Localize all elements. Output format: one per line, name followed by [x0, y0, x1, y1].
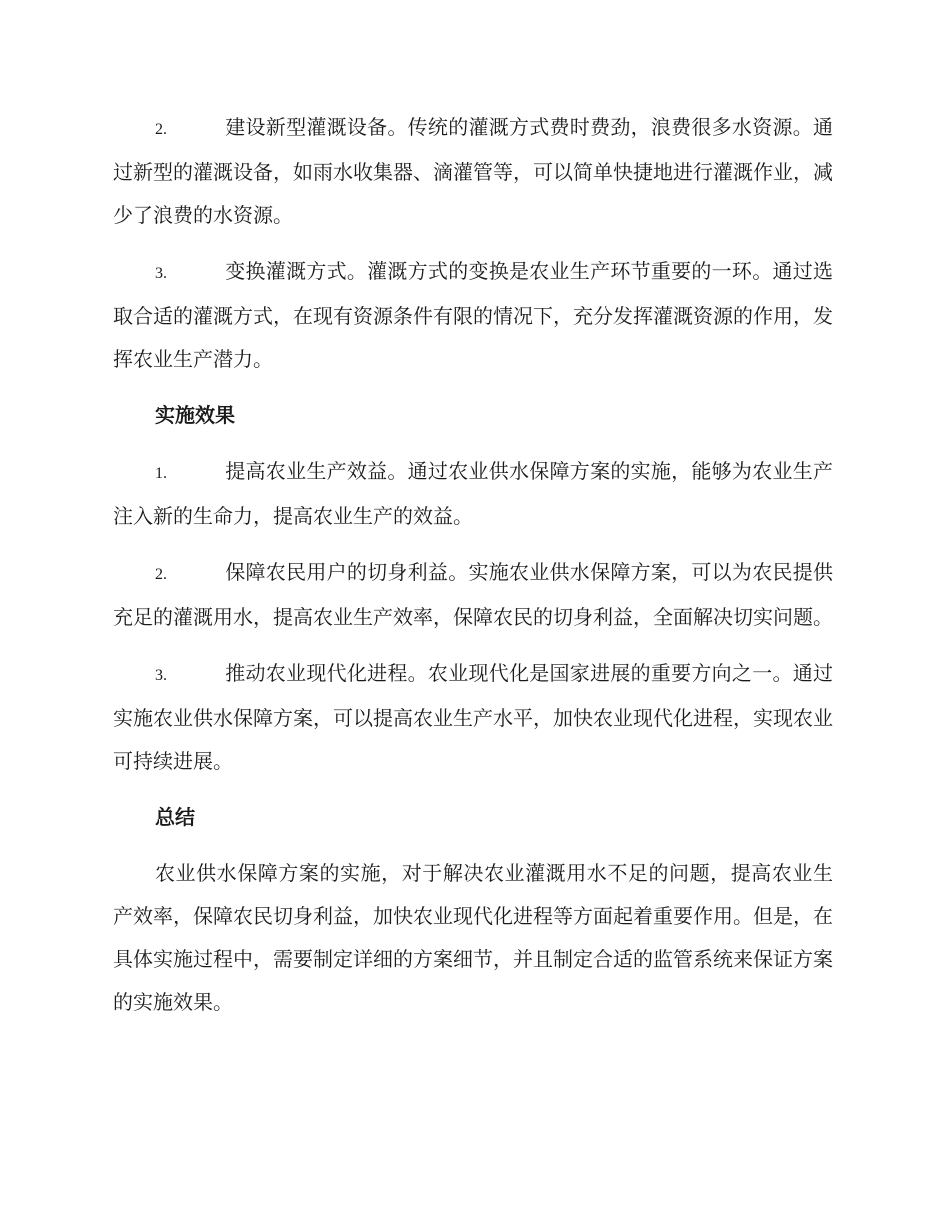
list-item	[113, 106, 833, 237]
section-heading-effects: 实施效果	[155, 403, 235, 427]
list-number: 3.	[155, 265, 167, 282]
list-number: 1.	[155, 465, 167, 482]
list-number: 2.	[155, 121, 167, 138]
list-item	[113, 250, 833, 381]
list-item	[113, 450, 833, 538]
list-item	[113, 652, 833, 783]
list-number: 2.	[155, 566, 167, 583]
list-item-text: 建设新型灌溉设备。传统的灌溉方式费时费劲，浪费很多水资源。通过新型的灌溉设备，如雨水收集器、滴灌管等，可以简单快捷地进行灌溉作业，减少了浪费的水资源。	[113, 115, 833, 227]
list-item	[113, 551, 833, 639]
summary-paragraph: 农业供水保障方案的实施，对于解决农业灌溉用水不足的问题，提高农业生产效率，保障农民切身利益，加快农业现代化进程等方面起着重要作用。但是，在具体实施过程中，需要制定详细的方案细节，并且制定合适的监管系统来保证方案的实施效果。	[113, 861, 833, 1014]
list-item-text: 提高农业生产效益。通过农业供水保障方案的实施，能够为农业生产注入新的生命力，提高农业生产的效益。	[113, 459, 833, 528]
document-page	[113, 106, 833, 1037]
list-item-text: 变换灌溉方式。灌溉方式的变换是农业生产环节重要的一环。通过选取合适的灌溉方式，在现有资源条件有限的情况下，充分发挥灌溉资源的作用，发挥农业生产潜力。	[113, 259, 833, 371]
list-item-text: 保障农民用户的切身利益。实施农业供水保障方案，可以为农民提供充足的灌溉用水，提高农业生产效率，保障农民的切身利益，全面解决切实问题。	[113, 560, 833, 629]
list-item-text: 推动农业现代化进程。农业现代化是国家进展的重要方向之一。通过实施农业供水保障方案，可以提高农业生产水平，加快农业现代化进程，实现农业可持续进展。	[113, 661, 833, 773]
section-heading-summary: 总结	[155, 805, 195, 829]
list-number: 3.	[155, 667, 167, 684]
